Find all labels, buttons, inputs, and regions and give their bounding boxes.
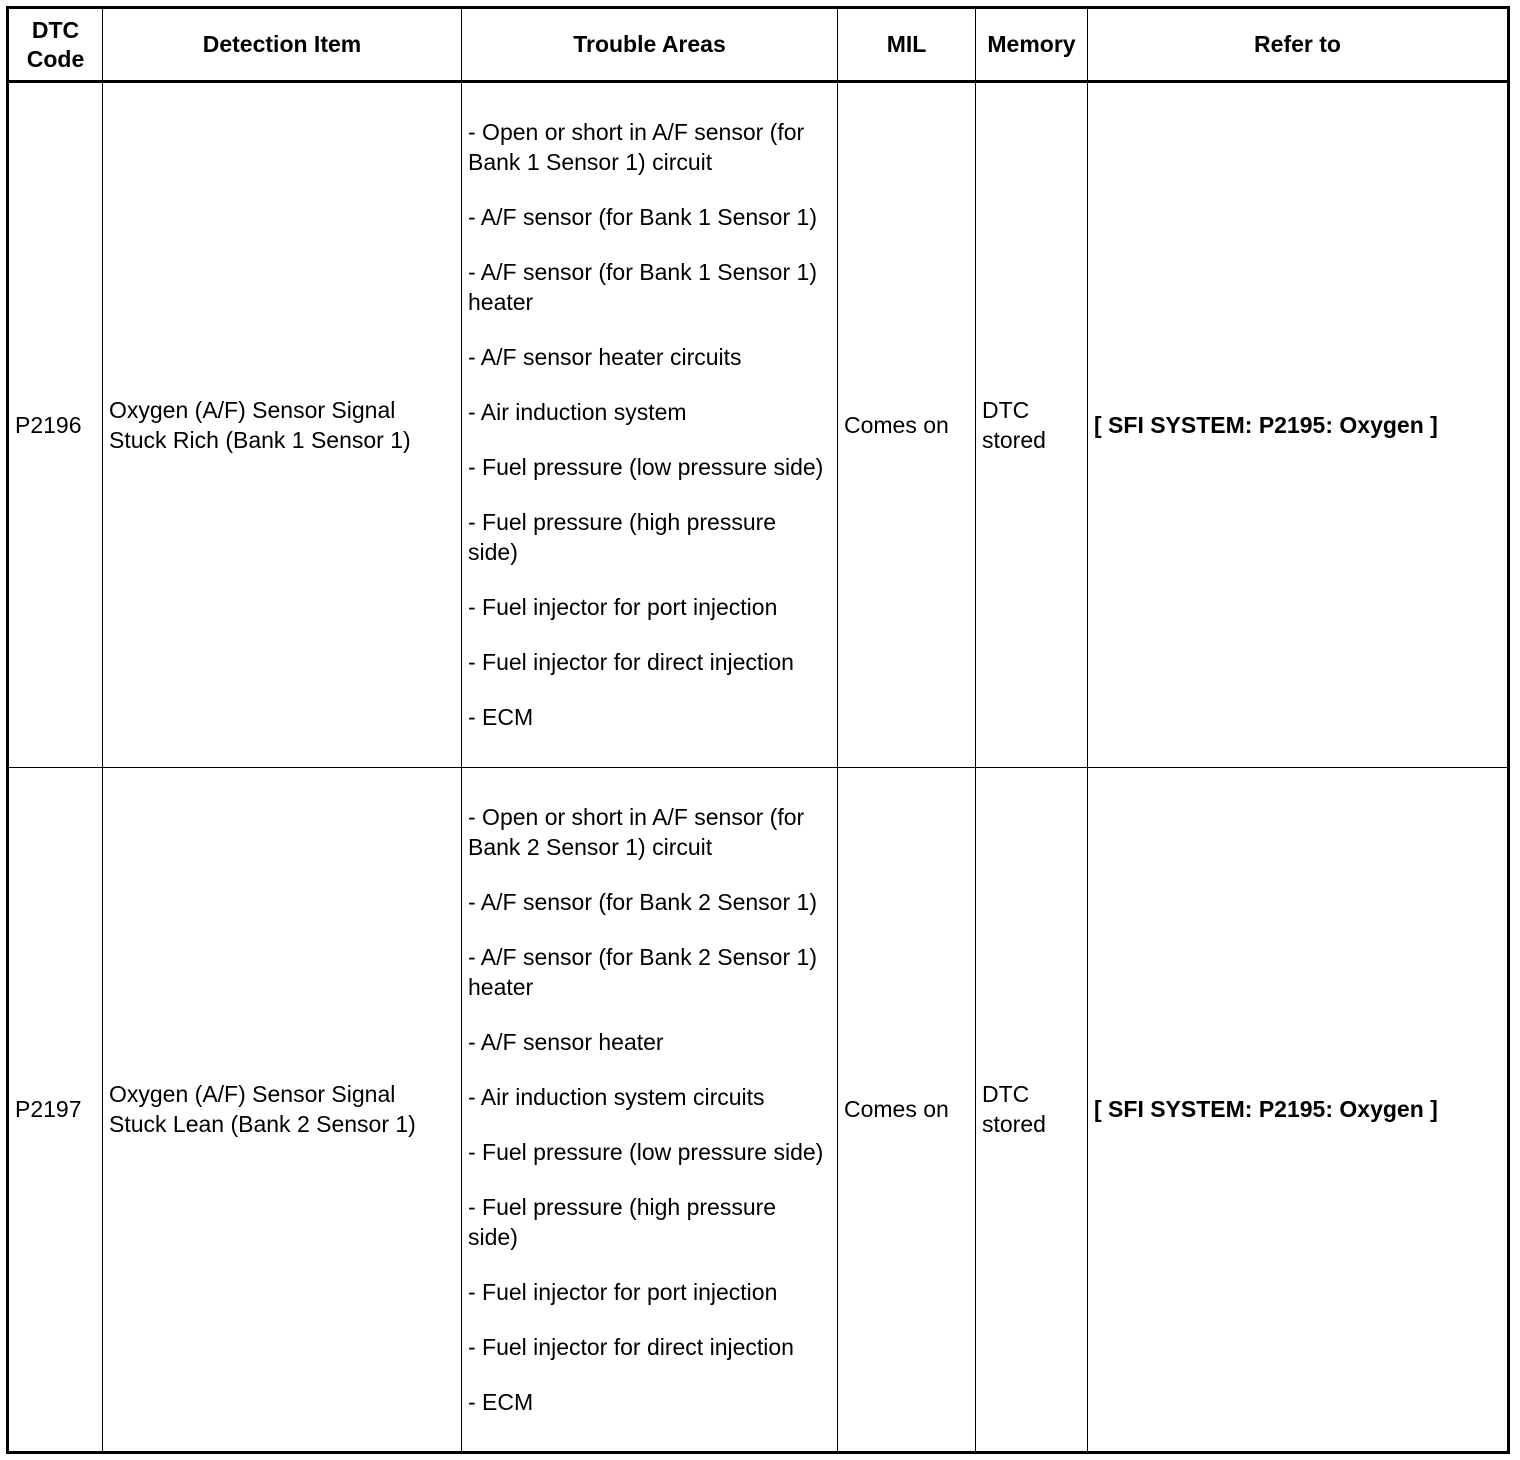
header-dtc-code <box>8 8 103 82</box>
header-refer-to: Refer to <box>1088 8 1509 82</box>
trouble-areas-cell <box>462 767 838 1453</box>
dtc-code-cell: P2197 <box>8 767 103 1453</box>
trouble-area-item: - A/F sensor (for Bank 1 Sensor 1) heater <box>468 259 817 316</box>
trouble-area-item: - ECM <box>468 704 534 731</box>
trouble-area-item: - Fuel injector for direct injection <box>468 649 794 676</box>
memory-cell <box>976 82 1088 768</box>
trouble-area-item: - A/F sensor heater <box>468 1028 664 1055</box>
memory-line-2: stored <box>982 426 1046 453</box>
memory-cell <box>976 767 1088 1453</box>
table-row <box>8 82 1509 768</box>
header-trouble-areas: Trouble Areas <box>462 8 838 82</box>
trouble-area-item: - Air induction system <box>468 399 687 426</box>
header-dtc-line-2: Code <box>26 45 85 72</box>
trouble-area-item: - Fuel injector for direct injection <box>468 1333 794 1360</box>
trouble-areas-cell <box>462 82 838 768</box>
trouble-area-item: - A/F sensor (for Bank 2 Sensor 1) <box>468 888 817 915</box>
dtc-table <box>6 6 1510 1454</box>
memory-line-2: stored <box>982 1111 1046 1138</box>
trouble-area-item: - Fuel pressure (low pressure side) <box>468 1138 824 1165</box>
trouble-area-item: - A/F sensor (for Bank 2 Sensor 1) heater <box>468 943 817 1000</box>
trouble-area-item: - Fuel pressure (high pressure side) <box>468 509 777 566</box>
header-row <box>8 8 1509 82</box>
refer-to-link[interactable]: [ SFI SYSTEM: P2195: Oxygen ] <box>1088 767 1509 1453</box>
memory-line-1: DTC <box>982 396 1030 423</box>
detection-line-1: Oxygen (A/F) Sensor Signal <box>109 1081 396 1108</box>
dtc-code-cell: P2196 <box>8 82 103 768</box>
trouble-area-item: - Open or short in A/F sensor (for Bank 2 Sensor 1) circuit <box>468 803 805 860</box>
trouble-area-item: - Fuel injector for port injection <box>468 1278 778 1305</box>
trouble-area-item: - Open or short in A/F sensor (for Bank 1 Sensor 1) circuit <box>468 119 805 176</box>
mil-cell: Comes on <box>838 82 976 768</box>
header-dtc-line-1: DTC <box>31 16 80 43</box>
mil-cell: Comes on <box>838 767 976 1453</box>
trouble-area-item: - Air induction system circuits <box>468 1083 765 1110</box>
trouble-area-item: - A/F sensor heater circuits <box>468 344 742 371</box>
header-mil: MIL <box>838 8 976 82</box>
trouble-area-item: - Fuel pressure (low pressure side) <box>468 454 824 481</box>
header-memory: Memory <box>976 8 1088 82</box>
table-row <box>8 767 1509 1453</box>
trouble-area-item: - ECM <box>468 1388 534 1415</box>
trouble-area-item: - Fuel injector for port injection <box>468 594 778 621</box>
detection-item-cell <box>103 82 462 768</box>
header-detection-item: Detection Item <box>103 8 462 82</box>
trouble-area-item: - A/F sensor (for Bank 1 Sensor 1) <box>468 204 817 231</box>
refer-to-link[interactable]: [ SFI SYSTEM: P2195: Oxygen ] <box>1088 82 1509 768</box>
detection-line-2: Stuck Lean (Bank 2 Sensor 1) <box>109 1111 416 1138</box>
detection-line-2: Stuck Rich (Bank 1 Sensor 1) <box>109 426 411 453</box>
detection-line-1: Oxygen (A/F) Sensor Signal <box>109 396 396 423</box>
detection-item-cell <box>103 767 462 1453</box>
trouble-area-item: - Fuel pressure (high pressure side) <box>468 1193 777 1250</box>
memory-line-1: DTC <box>982 1081 1030 1108</box>
